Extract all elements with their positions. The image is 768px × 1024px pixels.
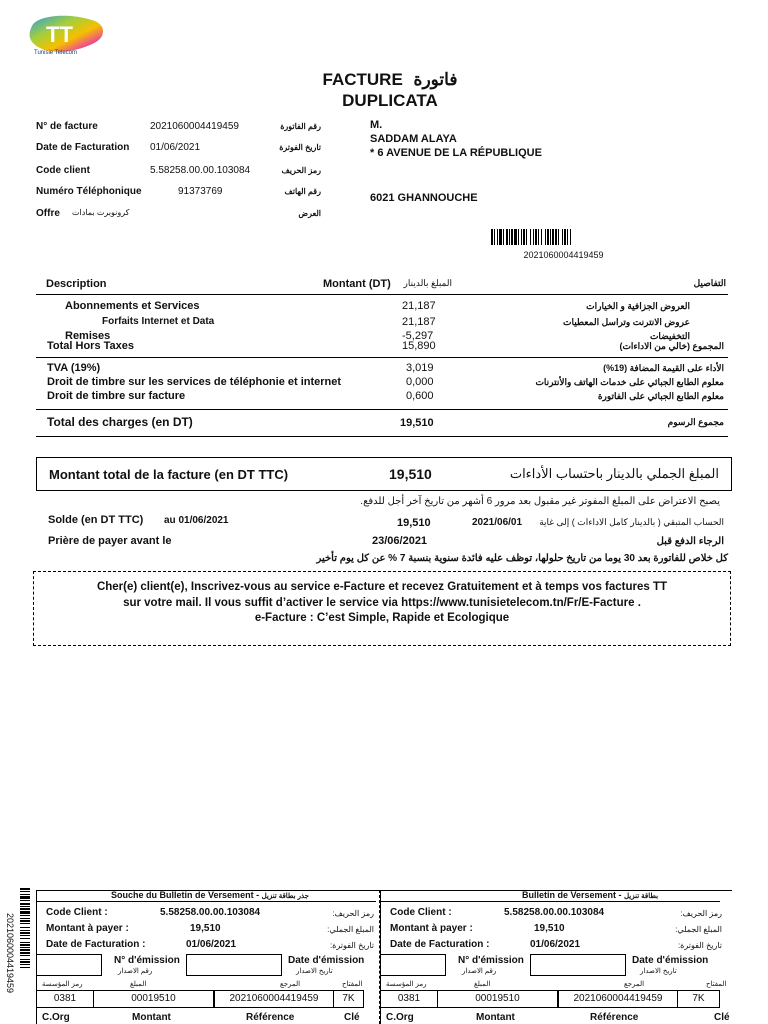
line-label: Forfaits Internet et Data (102, 316, 215, 327)
slip-foot-amount: Montant (132, 1012, 171, 1023)
charge-line (0, 316, 768, 330)
slip-head-amount-ar: المبلغ (474, 981, 491, 988)
tax-label: Droit de timbre sur facture (47, 390, 186, 402)
tax-label-ar: الأداء على القيمة المضافة (19%) (603, 363, 724, 373)
slip-amount: 19,510 (190, 923, 221, 934)
title-fr: FACTURE (322, 70, 403, 89)
slip-cell-key: 7K (334, 990, 364, 1008)
slip-field-box[interactable] (36, 954, 102, 976)
slip-code-client-label: Code Client : (46, 907, 108, 918)
slip-title-ar: بطاقة تنزيل (624, 893, 659, 900)
info-row (36, 121, 336, 135)
slip-emission-box[interactable] (186, 954, 282, 976)
line-label-ar: المجموع (خالي من الاداءات) (619, 341, 724, 351)
slip-cell-amount: 00019510 (94, 990, 214, 1008)
line-label: Remises (65, 330, 111, 342)
total-box-value: 19,510 (389, 466, 432, 482)
info-label-ar: تاريخ الفوترة (279, 143, 321, 152)
customer-name: SADDAM ALAYA (370, 133, 457, 145)
slip-head-org-ar: رمز المؤسسة (42, 981, 83, 988)
tax-label: TVA (19%) (47, 362, 101, 374)
line-label: Total Hors Taxes (47, 340, 135, 352)
pay-before-value: 23/06/2021 (372, 535, 428, 547)
total-charges-value: 19,510 (400, 417, 434, 429)
slip-code-client-label: Code Client : (390, 907, 452, 918)
total-charges-row (0, 415, 768, 431)
table-header (46, 278, 726, 294)
customer-barcode (491, 229, 636, 260)
info-label: Offre (36, 208, 60, 219)
slip-code-client-ar: رمز الحريف: (332, 909, 374, 918)
slip-foot-org: C.Org (386, 1012, 414, 1023)
customer-title: M. (370, 119, 383, 131)
tax-line (0, 390, 768, 404)
slip-amount-label: Montant à payer : (390, 923, 473, 934)
slip-cell-amount: 00019510 (438, 990, 558, 1008)
duplicata-label: DUPLICATA (342, 91, 438, 110)
slip-title-ar: جذر بطاقة تنزيل (261, 893, 309, 900)
balance-right-date: 2021/06/01 (472, 517, 523, 528)
slip-amount-ar: المبلغ الجملي: (675, 925, 722, 934)
slip-cell-key: 7K (678, 990, 720, 1008)
slip-stub (36, 890, 388, 1024)
tax-label-ar: معلوم الطابع الجبائي على خدمات الهاتف والأنترنات (535, 377, 724, 387)
line-value: -5,297 (402, 330, 434, 342)
slip-emission-label: N° d'émission (458, 955, 524, 966)
logo-text: Tunisie Telecom (34, 50, 78, 56)
col-amount-ar: المبلغ بالدينار (403, 278, 452, 288)
info-value: 2021060004419459 (150, 121, 239, 132)
tax-value: 0,000 (406, 376, 434, 388)
slip-head-ref-ar: المرجع (280, 981, 301, 988)
slip-date-label: Date de Facturation : (46, 939, 146, 950)
slip-emission-date-ar: تاريخ الاصدار (296, 968, 333, 975)
total-box (36, 457, 732, 491)
charge-line (0, 300, 768, 314)
customer-block (370, 119, 542, 159)
header-divider (36, 294, 728, 295)
info-row (36, 186, 336, 200)
tax-value: 3,019 (406, 362, 434, 374)
col-amount: Montant (DT) (323, 278, 391, 290)
barcode-icon (491, 229, 636, 245)
pay-before-label: Prière de payer avant le (48, 535, 172, 547)
info-label-ar: العرض (298, 209, 321, 218)
info-value: 91373769 (178, 186, 223, 197)
slip-bulletin (380, 890, 732, 1024)
info-row (36, 165, 336, 179)
title-ar: فاتورة (413, 70, 458, 89)
info-label: Numéro Téléphonique (36, 186, 142, 197)
side-number: 2021060004419459 (5, 912, 15, 994)
info-label-ar: رقم الهاتف (284, 187, 321, 196)
slip-emission-box[interactable] (530, 954, 626, 976)
customer-address: * 6 AVENUE DE LA RÉPUBLIQUE (370, 147, 542, 159)
slip-head-org-ar: رمز المؤسسة (386, 981, 427, 988)
promo-line-1: Cher(e) client(e), Inscrivez-vous au service e-Facture et recevez Gratuitement et à temps vos factures TT (96, 581, 668, 593)
info-label: Date de Facturation (36, 142, 130, 153)
info-label-ar: رقم الفاتورة (280, 122, 321, 131)
balance-label: Solde (en DT TTC) (48, 514, 144, 526)
slip-emission-ar: رقم الاصدار (118, 968, 153, 975)
pay-before-label-ar: الرجاء الدفع قبل (656, 536, 724, 547)
line-label: Abonnements et Services (65, 300, 200, 312)
divider-4 (36, 436, 728, 437)
slip-head-amount-ar: المبلغ (130, 981, 147, 988)
slip-date-ar: تاريخ الفوترة: (329, 941, 374, 950)
balance-date: au 01/06/2021 (164, 515, 229, 526)
tax-line (0, 376, 768, 390)
divider-3 (36, 409, 728, 410)
slip-foot-key: Clé (714, 1012, 730, 1023)
slip-cell-reference: 2021060004419459 (558, 990, 678, 1008)
line-value: 21,187 (402, 300, 436, 312)
slip-emission-ar: رقم الاصدار (462, 968, 497, 975)
slip-title: Bulletin de Versement - (521, 890, 622, 900)
slip-head-key-ar: المفتاح (706, 981, 727, 988)
slip-head-ref-ar: المرجع (624, 981, 645, 988)
slip-code-client: 5.58258.00.00.103084 (160, 907, 261, 918)
info-value: 5.58258.00.00.103084 (150, 165, 251, 176)
slip-title: Souche du Bulletin de Versement - (111, 890, 260, 900)
balance-value: 19,510 (397, 517, 431, 529)
slip-emission-label: N° d'émission (114, 955, 180, 966)
tax-line (0, 362, 768, 376)
slip-foot-reference: Référence (246, 1012, 295, 1023)
slip-amount-ar: المبلغ الجملي: (327, 925, 374, 934)
balance-right-ar: الحساب المتبقي ( بالدينار كامل الاداءات ) إلى غاية (539, 517, 724, 527)
side-barcode-icon (20, 888, 30, 1018)
slip-cell-org: 0381 (36, 990, 94, 1008)
slip-date-label: Date de Facturation : (390, 939, 490, 950)
info-value: 01/06/2021 (150, 142, 201, 153)
tax-value: 0,600 (406, 390, 434, 402)
tax-label-ar: معلوم الطابع الجبائي على الفاتورة (597, 391, 724, 401)
dispute-notice: يصبح الاعتراض على المبلغ المفوتر غير مقبول بعد مرور 6 أشهر من تاريخ آخر أجل للدفع. (360, 496, 720, 507)
promo-line-3: e-Facture : C’est Simple, Rapide et Ecologique (254, 612, 510, 624)
info-label-ar: رمز الحريف (281, 166, 321, 175)
balance-row (0, 514, 768, 530)
line-value: 15,890 (402, 340, 436, 352)
info-row (36, 142, 336, 156)
slip-code-client-ar: رمز الحريف: (680, 909, 722, 918)
customer-city: 6021 GHANNOUCHE (370, 192, 478, 204)
divider-2 (36, 357, 728, 358)
barcode-number: 2021060004419459 (523, 250, 604, 260)
charge-line (0, 340, 768, 354)
invoice-title (300, 70, 480, 90)
slip-foot-key: Clé (344, 1012, 360, 1023)
info-value: كرونوبرت بمادات (72, 208, 130, 217)
col-details-ar: التفاصيل (693, 278, 726, 288)
info-row (36, 208, 336, 222)
slip-emission-date-label: Date d'émission (632, 955, 709, 966)
info-label: N° de facture (36, 121, 98, 132)
total-box-label-ar: المبلغ الجملي بالدينار باحتساب الأداءات (509, 466, 719, 481)
pay-before-row (0, 535, 768, 551)
slip-amount-label: Montant à payer : (46, 923, 129, 934)
svg-text:TT: TT (46, 22, 73, 47)
side-barcode (20, 888, 30, 1018)
slip-date: 01/06/2021 (186, 939, 237, 950)
col-description: Description (46, 278, 107, 290)
total-box-label: Montant total de la facture (en DT TTC) (49, 467, 289, 482)
line-label-ar: العروض الجزافية و الخيارات (586, 301, 690, 311)
promo-line-2[interactable]: sur votre mail. Il vous suffit d’activer le service via https://www.tunisietelecom.tn/Fr/E-Facture . (123, 596, 641, 609)
info-label: Code client (36, 165, 90, 176)
slip-date-ar: تاريخ الفوترة: (677, 941, 722, 950)
slip-cell-reference: 2021060004419459 (214, 990, 334, 1008)
slip-foot-org: C.Org (42, 1012, 70, 1023)
e-facture-promo (33, 571, 731, 646)
line-value: 21,187 (402, 316, 436, 328)
slip-code-client: 5.58258.00.00.103084 (504, 907, 605, 918)
tt-logo (26, 12, 108, 62)
slip-amount: 19,510 (534, 923, 565, 934)
slip-foot-amount: Montant (476, 1012, 515, 1023)
line-label-ar: التخفيضات (649, 331, 690, 341)
slip-foot-reference: Référence (590, 1012, 639, 1023)
line-label-ar: عروض الانترنت وتراسل المعطيات (562, 317, 690, 327)
slip-emission-date-label: Date d'émission (288, 955, 365, 966)
slip-emission-date-ar: تاريخ الاصدار (640, 968, 677, 975)
slip-date: 01/06/2021 (530, 939, 581, 950)
slip-head-key-ar: المفتاح (342, 981, 363, 988)
late-payment-notice: كل خلاص للفاتورة بعد 30 يوما من تاريخ حلولها، توظف عليه فائدة سنوية بنسبة 7 % عن كل يوم تأخير (316, 553, 728, 564)
tax-label: Droit de timbre sur les services de téléphonie et internet (47, 376, 342, 388)
slip-cell-org: 0381 (380, 990, 438, 1008)
total-charges-label-ar: مجموع الرسوم (667, 417, 724, 427)
total-charges-label: Total des charges (en DT) (47, 415, 193, 429)
slip-field-box[interactable] (380, 954, 446, 976)
